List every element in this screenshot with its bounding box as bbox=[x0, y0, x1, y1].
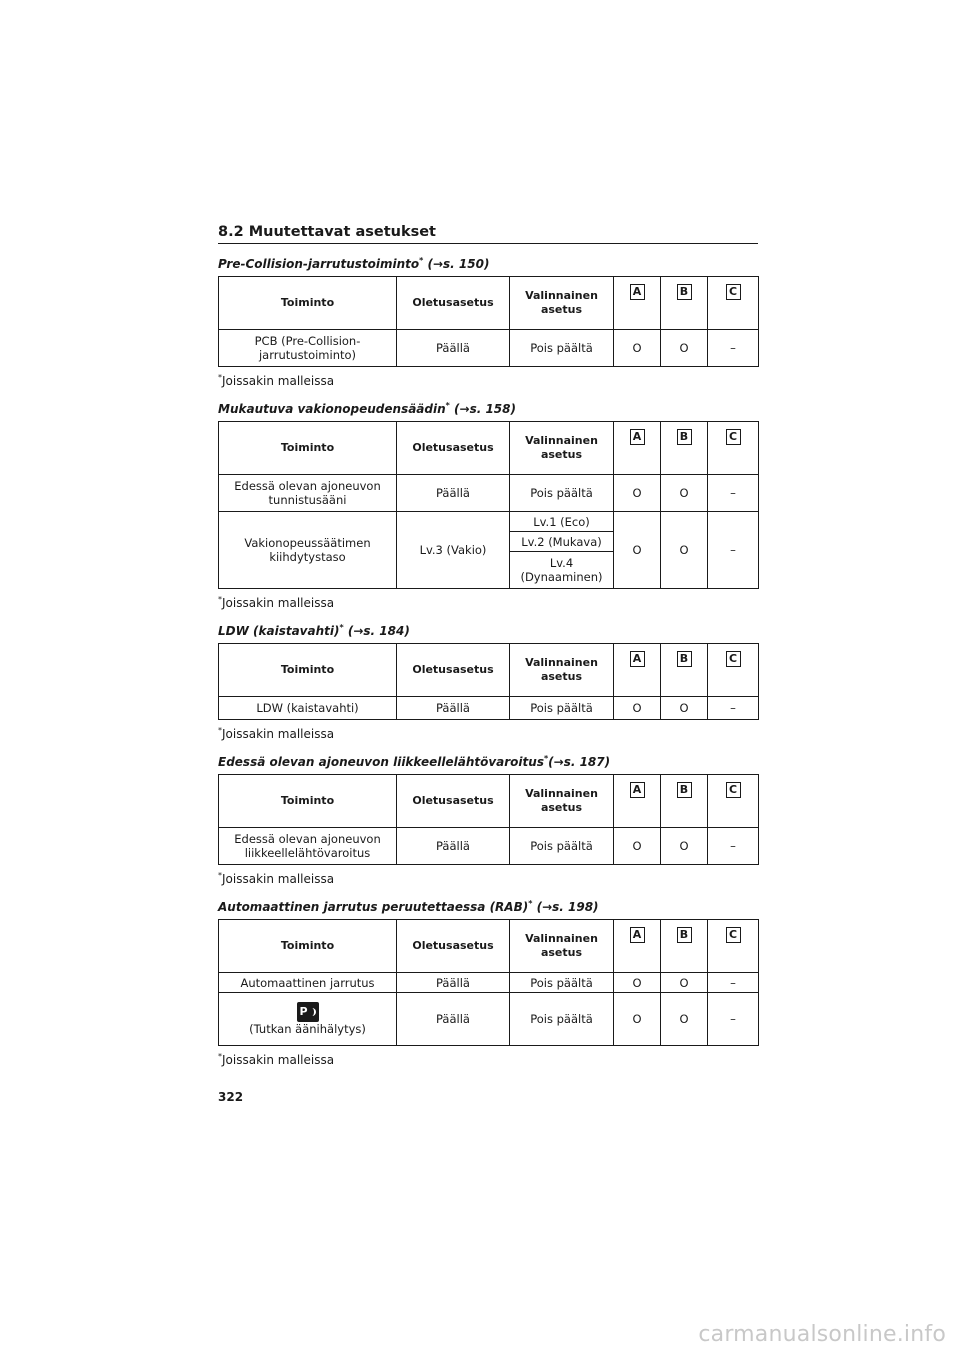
col-b-box: B bbox=[677, 284, 692, 300]
col-c-box: C bbox=[726, 782, 741, 798]
col-toiminto: Toiminto bbox=[219, 277, 397, 330]
footnote: *Joissakin malleissa bbox=[218, 871, 335, 886]
col-a-box: A bbox=[630, 927, 645, 943]
footnote: *Joissakin malleissa bbox=[218, 595, 335, 610]
table-row: Vakionopeussäätimen kiihdytystaso Lv.3 (Vakio) Lv.1 (Eco) O O – bbox=[219, 512, 759, 532]
section-title-start-alert: Edessä olevan ajoneuvon liikkeellelähtövaroitus*(→s. 187) bbox=[218, 754, 611, 769]
footnote: *Joissakin malleissa bbox=[218, 1052, 335, 1067]
table-row: LDW (kaistavahti) Päällä Pois päältä O O – bbox=[219, 697, 759, 720]
col-b-box: B bbox=[677, 782, 692, 798]
col-a-box: A bbox=[630, 429, 645, 445]
watermark: carmanualsonline.info bbox=[698, 1322, 946, 1347]
footnote: *Joissakin malleissa bbox=[218, 373, 335, 388]
col-valinnainen: Valinnainen asetus bbox=[510, 277, 614, 330]
table-header-row: Toiminto Oletusasetus Valinnainen asetus A B C bbox=[219, 920, 759, 973]
col-b-box: B bbox=[677, 651, 692, 667]
col-c-box: C bbox=[726, 284, 741, 300]
table-row: P (Tutkan äänihälytys) Päällä Pois päältä O O – bbox=[219, 993, 759, 1046]
section-title-pcb: Pre-Collision-jarrutustoiminto* (→s. 150) bbox=[218, 256, 490, 271]
col-oletus: Oletusasetus bbox=[397, 277, 510, 330]
section-header: 8.2 Muutettavat asetukset bbox=[218, 224, 758, 244]
table-row: Edessä olevan ajoneuvon tunnistusääni Päällä Pois päältä O O – bbox=[219, 475, 759, 512]
table-row: Automaattinen jarrutus Päällä Pois päältä O O – bbox=[219, 973, 759, 993]
manual-page bbox=[218, 224, 758, 1080]
table-header-row: Toiminto Oletusasetus Valinnainen asetus A B C bbox=[219, 775, 759, 828]
settings-table-pcb bbox=[218, 276, 759, 367]
table-header-row: Toiminto Oletusasetus Valinnainen asetus A B C bbox=[219, 422, 759, 475]
settings-table-ldw bbox=[218, 643, 759, 720]
section-title-ldw: LDW (kaistavahti)* (→s. 184) bbox=[218, 623, 410, 638]
col-c-box: C bbox=[726, 927, 741, 943]
col-c-box: C bbox=[726, 651, 741, 667]
footnote: *Joissakin malleissa bbox=[218, 726, 335, 741]
col-c-box: C bbox=[726, 429, 741, 445]
settings-table-rab bbox=[218, 919, 759, 1046]
settings-table-acc: Toiminto Oletusasetus Valinnainen asetus A B C Edessä olevan ajoneuvon tunnistusääni Päällä Pois päältä O O – Vakionopeussäätimen kiihdytystaso Lv.3 (Vakio) Lv.1 (Eco) O O – Lv.2 (Mukava) Lv.4 (Dynaaminen) bbox=[218, 421, 759, 589]
table-header-row: Toiminto Oletusasetus Valinnainen asetus A B C bbox=[219, 644, 759, 697]
col-b-box: B bbox=[677, 429, 692, 445]
table-header-row bbox=[219, 277, 759, 330]
page-number: 322 bbox=[218, 1090, 244, 1104]
table-row: Edessä olevan ajoneuvon liikkeellelähtövaroitus Päällä Pois päältä O O – bbox=[219, 828, 759, 865]
col-b-box: B bbox=[677, 927, 692, 943]
col-a-box: A bbox=[630, 782, 645, 798]
col-a-box: A bbox=[630, 284, 645, 300]
col-a-box: A bbox=[630, 651, 645, 667]
table-row: PCB (Pre-Collision-jarrutustoiminto) Päällä Pois päältä O O – bbox=[219, 330, 759, 367]
section-title-rab: Automaattinen jarrutus peruutettaessa (RAB)* (→s. 198) bbox=[218, 899, 599, 914]
section-title-acc: Mukautuva vakionopeudensäädin* (→s. 158) bbox=[218, 401, 516, 416]
settings-table-start-alert bbox=[218, 774, 759, 865]
parking-sensor-icon bbox=[297, 1002, 319, 1022]
